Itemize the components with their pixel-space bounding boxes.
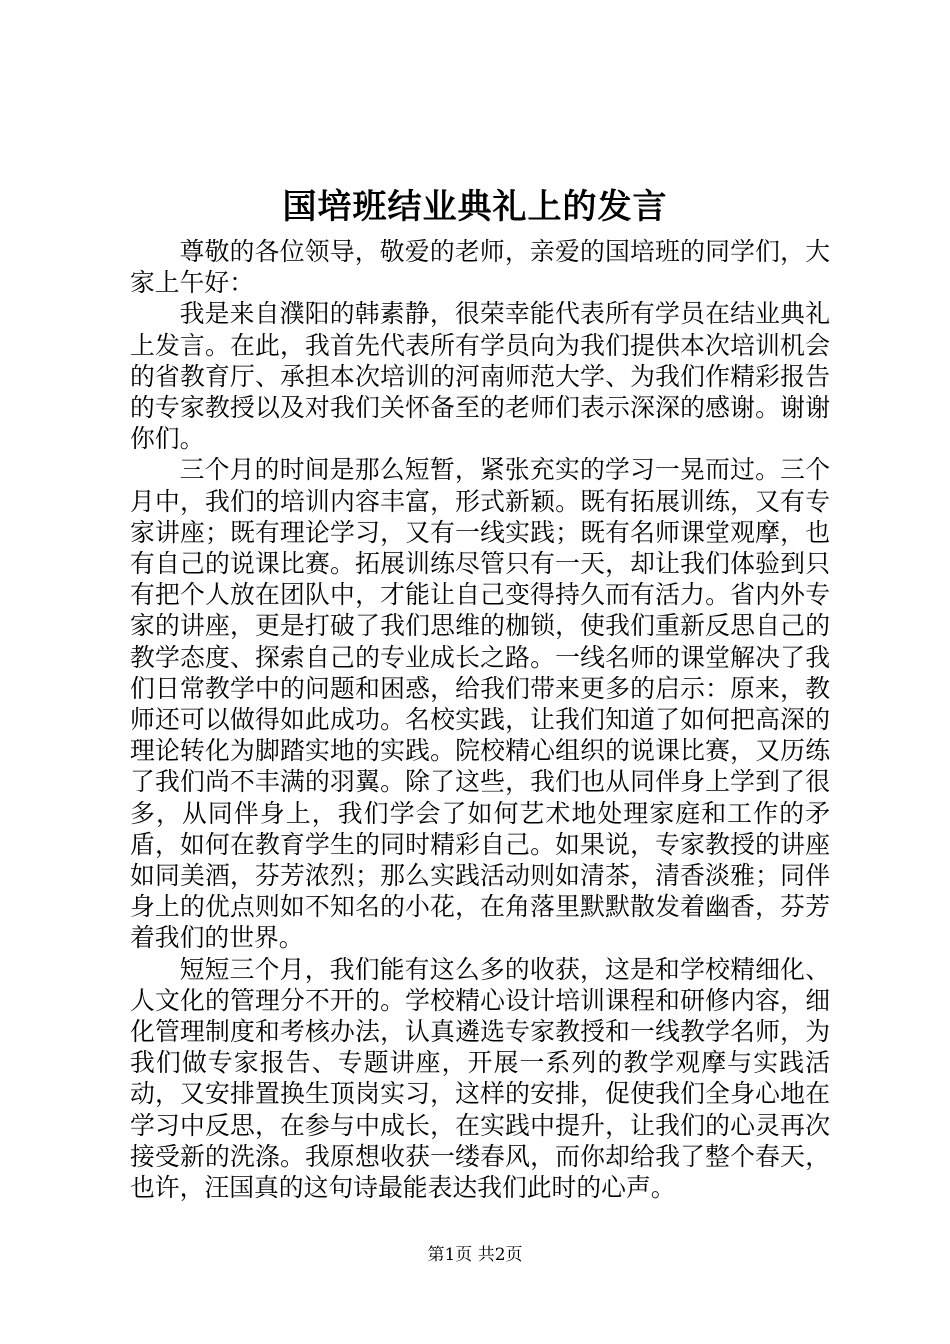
document-body bbox=[130, 236, 830, 1203]
paragraph-school-management: 短短三个月，我们能有这么多的收获，这是和学校精细化、人文化的管理分不开的。学校精心设计培训课程和研修内容，细化管理制度和考核办法，认真遴选专家教授和一线教学名师，为我们做专家报告、专题讲座，开展一系列的教学观摩与实践活动，又安排置换生顶岗实习，这样的安排，促使我们全身心地在学习中反思，在参与中成长，在实践中提升，让我们的心灵再次接受新的洗涤。我原想收获一缕春风，而你却给我了整个春天，也许，汪国真的这句诗最能表达我们此时的心声。 bbox=[130, 954, 830, 1203]
paragraph-training-content: 三个月的时间是那么短暂，紧张充实的学习一晃而过。三个月中，我们的培训内容丰富，形式新颖。既有拓展训练，又有专家讲座；既有理论学习，又有一线实践；既有名师课堂观摩，也有自己的说课比赛。拓展训练尽管只有一天，却让我们体验到只有把个人放在团队中，才能让自己变得持久而有活力。省内外专家的讲座，更是打破了我们思维的枷锁，使我们重新反思自己的教学态度、探索自己的专业成长之路。一线名师的课堂解决了我们日常教学中的问题和困惑，给我们带来更多的启示：原来，教师还可以做得如此成功。名校实践，让我们知道了如何把高深的理论转化为脚踏实地的实践。院校精心组织的说课比赛，又历练了我们尚不丰满的羽翼。除了这些，我们也从同伴身上学到了很多，从同伴身上，我们学会了如何艺术地处理家庭和工作的矛盾，如何在教育学生的同时精彩自己。如果说，专家教授的讲座如同美酒，芬芳浓烈；那么实践活动则如清茶，清香淡雅；同伴身上的优点则如不知名的小花，在角落里默默散发着幽香，芬芳着我们的世界。 bbox=[130, 455, 830, 953]
paragraph-introduction: 我是来自濮阳的韩素静，很荣幸能代表所有学员在结业典礼上发言。在此，我首先代表所有学员向为我们提供本次培训机会的省教育厅、承担本次培训的河南师范大学、为我们作精彩报告的专家教授以及对我们关怀备至的老师们表示深深的感谢。谢谢你们。 bbox=[130, 299, 830, 454]
document-title: 国培班结业典礼上的发言 bbox=[282, 187, 668, 227]
paragraph-greeting: 尊敬的各位领导，敬爱的老师，亲爱的国培班的同学们，大家上午好： bbox=[130, 237, 830, 298]
page-footer: 第1页 共2页 bbox=[427, 1245, 523, 1265]
